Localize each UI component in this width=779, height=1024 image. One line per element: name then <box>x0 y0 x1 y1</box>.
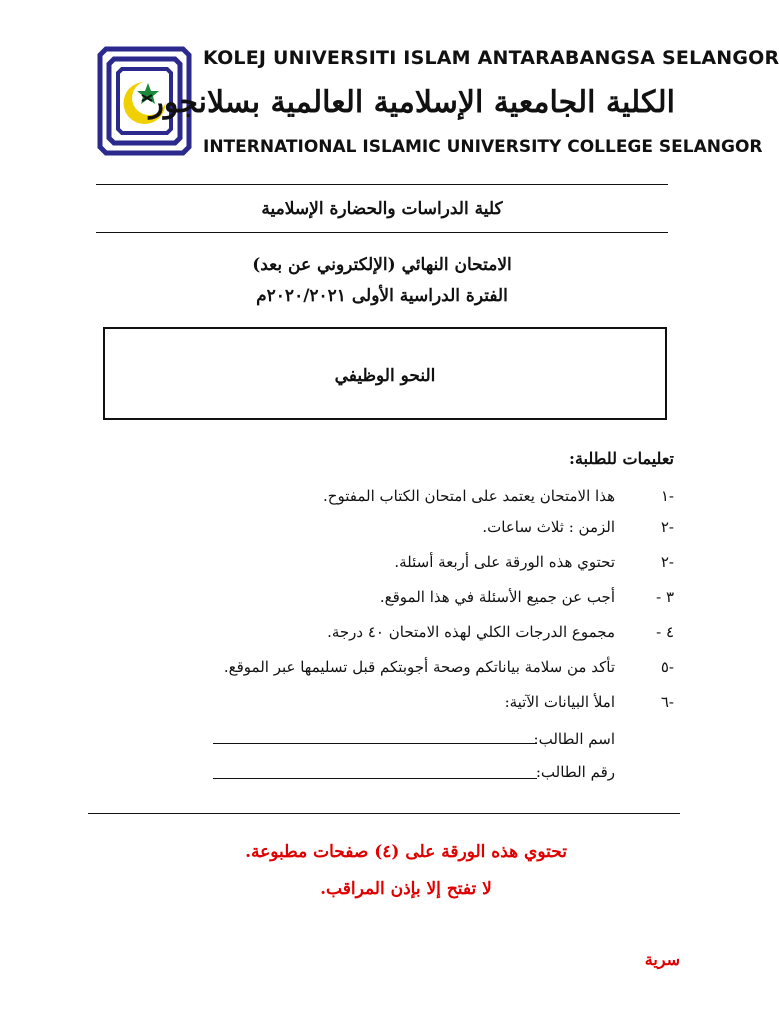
pages-note: تحتوي هذه الورقة على (٤) صفحات مطبوعة. <box>245 842 567 862</box>
instruction-number: ٣ - <box>656 588 674 606</box>
student-name-label: اسم الطالب: <box>533 730 615 748</box>
subject-title: النحو الوظيفي <box>334 366 436 386</box>
instruction-item: أجب عن جميع الأسئلة في هذا الموقع. <box>379 588 615 606</box>
header-divider <box>96 184 668 185</box>
instruction-number: -٢ <box>660 553 674 571</box>
faculty-name: كلية الدراسات والحضارة الإسلامية <box>261 199 503 219</box>
instruction-number: -٥ <box>660 658 674 676</box>
confidential-label: سرية <box>644 950 680 969</box>
faculty-divider <box>96 232 668 233</box>
student-name-field[interactable] <box>213 743 537 744</box>
student-number-field[interactable] <box>213 778 537 779</box>
footer-divider <box>88 813 680 814</box>
instruction-number: ٤ - <box>656 623 674 641</box>
exam-title: الامتحان النهائي (الإلكتروني عن بعد) <box>252 255 512 275</box>
university-name-en-bottom: INTERNATIONAL ISLAMIC UNIVERSITY COLLEGE SELANGOR <box>203 137 763 157</box>
instruction-item: املأ البيانات الآتية: <box>504 693 615 711</box>
instruction-number: -٦ <box>660 693 674 711</box>
instruction-item: هذا الامتحان يعتمد على امتحان الكتاب المفتوح. <box>323 487 615 505</box>
exam-semester: الفترة الدراسية الأولى ٢٠٢٠/٢٠٢١م <box>256 286 508 306</box>
university-name-en-top: KOLEJ UNIVERSITI ISLAM ANTARABANGSA SELANGOR <box>203 47 779 69</box>
instruction-item: تأكد من سلامة بياناتكم وصحة أجوبتكم قبل تسليمها عبر الموقع. <box>223 658 615 676</box>
instruction-item: مجموع الدرجات الكلي لهذه الامتحان ٤٠ درجة. <box>327 623 615 641</box>
instruction-item: الزمن : ثلاث ساعات. <box>482 518 615 536</box>
instruction-number: -١ <box>660 487 674 505</box>
instruction-number: -٢ <box>660 518 674 536</box>
instruction-item: تحتوي هذه الورقة على أربعة أسئلة. <box>394 553 615 571</box>
instructions-heading: تعليمات للطلبة: <box>569 449 674 468</box>
university-name-ar: الكلية الجامعية الإسلامية العالمية بسلانجور <box>149 85 675 120</box>
open-note: لا تفتح إلا بإذن المراقب. <box>320 879 492 899</box>
student-number-label: رقم الطالب: <box>535 763 615 781</box>
subject-box <box>103 327 667 420</box>
